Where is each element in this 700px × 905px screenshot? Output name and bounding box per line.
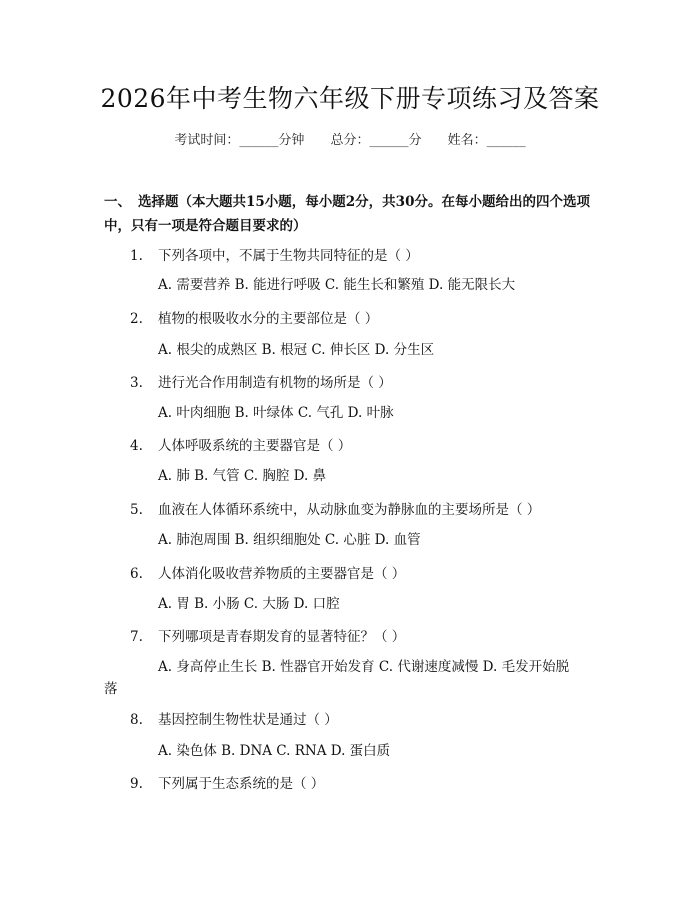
exam-time: 考试时间：______分钟	[174, 133, 305, 148]
question-options: A. 身高停止生长 B. 性器官开始发育 C. 代谢速度减慢 D. 毛发开始脱	[158, 659, 570, 675]
question-options: A. 肺 B. 气管 C. 胸腔 D. 鼻	[158, 468, 327, 484]
section-number: 一、	[104, 194, 131, 210]
exam-score: 总分：______分	[330, 133, 422, 148]
question	[130, 246, 600, 266]
section-heading	[104, 190, 604, 238]
question-options: A. 肺泡周围 B. 组织细胞处 C. 心脏 D. 血管	[158, 532, 421, 548]
question-options: A. 叶肉细胞 B. 叶绿体 C. 气孔 D. 叶脉	[158, 405, 394, 421]
question-text: 人体呼吸系统的主要器官是（ ）	[158, 438, 352, 454]
question-text: 血液在人体循环系统中，从动脉血变为静脉血的主要场所是（ ）	[158, 502, 541, 518]
question-number: 5.	[130, 502, 143, 518]
question-number: 4.	[130, 438, 143, 454]
page-title: 2026年中考生物六年级下册专项练习及答案	[100, 84, 600, 113]
section-text: 选择题（本大题共15小题，每小题2分，共30分。在每小题给出的四个选项中，只有一项是符合题目要求的）	[104, 194, 590, 234]
question-number: 7.	[130, 629, 143, 645]
question	[130, 564, 600, 584]
question-text: 人体消化吸收营养物质的主要器官是（ ）	[158, 566, 406, 582]
question-text: 下列各项中，不属于生物共同特征的是（ ）	[158, 248, 419, 264]
question-text: 植物的根吸收水分的主要部位是（ ）	[158, 311, 379, 327]
question-number: 9.	[130, 776, 143, 792]
question-options: A. 染色体 B. DNA C. RNA D. 蛋白质	[158, 743, 391, 759]
question-text: 下列属于生态系统的是（ ）	[158, 776, 325, 792]
question-number: 6.	[130, 566, 143, 582]
question-number: 3.	[130, 375, 143, 391]
question-number: 8.	[130, 712, 143, 728]
question-text: 下列哪项是青春期发育的显著特征？（ ）	[158, 629, 406, 645]
question	[130, 627, 600, 647]
question-options-continued: 落	[104, 681, 118, 697]
question	[130, 309, 600, 329]
question	[130, 710, 600, 730]
question-number: 2.	[130, 311, 143, 327]
question-options: A. 胃 B. 小肠 C. 大肠 D. 口腔	[158, 596, 340, 612]
question-number: 1.	[130, 248, 143, 264]
question	[130, 774, 600, 794]
question-text: 基因控制生物性状是通过（ ）	[158, 712, 338, 728]
question	[130, 436, 600, 456]
question-options: A. 根尖的成熟区 B. 根冠 C. 伸长区 D. 分生区	[158, 342, 435, 358]
question-text: 进行光合作用制造有机物的场所是（ ）	[158, 375, 392, 391]
student-name: 姓名：______	[447, 133, 526, 148]
exam-meta	[0, 131, 700, 151]
question-options: A. 需要营养 B. 能进行呼吸 C. 能生长和繁殖 D. 能无限长大	[158, 277, 516, 293]
question	[130, 373, 600, 393]
question	[130, 500, 600, 520]
